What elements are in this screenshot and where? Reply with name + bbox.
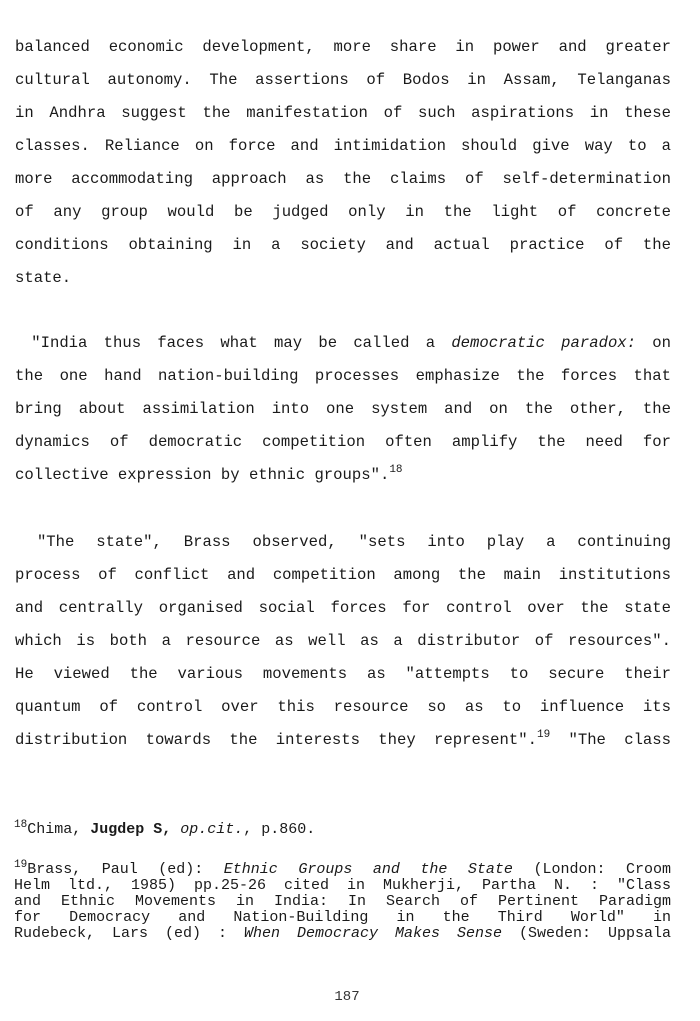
text-segment: "The class: [568, 731, 672, 749]
text-line: He viewed the various movements as "attempts to secure their: [15, 665, 671, 683]
text-line: which is both a resource as well as a distributor of resources".: [15, 632, 671, 650]
text-line: and centrally organised social forces for control over the state: [15, 599, 671, 617]
footnote-line: for Democracy and Nation-Building in the Third World" in: [14, 909, 671, 926]
paragraph-1: [15, 31, 671, 295]
text-line: quantum of control over this resource so as to influence its: [15, 698, 671, 716]
footnote-text: (London: Croom: [533, 861, 671, 878]
paragraph-3: [15, 526, 671, 757]
footnote-italic: When Democracy Makes Sense: [243, 925, 502, 942]
paragraph-2: [15, 327, 671, 492]
text-line: bring about assimilation into one system and on the other, the: [15, 400, 671, 418]
footnote-line: Helm ltd., 1985) pp.25-26 cited in Mukherji, Partha N. : "Class: [14, 877, 671, 894]
footnote-line: [14, 926, 671, 942]
text-line: conditions obtaining in a society and actual practice of the: [15, 236, 671, 254]
footnote-18: [14, 820, 671, 840]
footnote-text: (Sweden: Uppsala: [518, 925, 671, 942]
text-line: classes. Reliance on force and intimidation should give way to a: [15, 137, 671, 155]
text-line: [15, 327, 671, 360]
footnote-ref-18[interactable]: 18: [389, 464, 403, 476]
text-line: of any group would be judged only in the light of concrete: [15, 203, 671, 221]
emphasis-text: democratic paradox:: [451, 334, 637, 352]
footnote-text: Brass, Paul (ed):: [27, 861, 204, 878]
footnote-line: and Ethnic Movements in India: In Search of Pertinent Paradigm: [14, 893, 671, 910]
footnote-author: Chima,: [27, 821, 82, 838]
text-line: dynamics of democratic competition often amplify the need for: [15, 433, 671, 451]
text-line: cultural autonomy. The assertions of Bodos in Assam, Telanganas: [15, 71, 671, 89]
text-line: balanced economic development, more share in power and greater: [15, 38, 671, 56]
footnote-line: [14, 820, 671, 840]
footnote-author-bold: Jugdep S,: [90, 821, 172, 838]
footnote-text: , p.860.: [243, 821, 316, 838]
footnote-19: [14, 859, 671, 942]
footnote-number: 19: [14, 859, 28, 871]
footnote-text: Rudebeck, Lars (ed) :: [14, 925, 227, 942]
text-segment: "India thus faces what may be called a: [15, 334, 436, 352]
text-segment: on: [652, 334, 671, 352]
text-segment: distribution towards the interests they represent".: [15, 731, 537, 749]
footnote-italic: op.cit.: [180, 821, 244, 838]
text-line: the one hand nation-building processes emphasize the forces that: [15, 367, 671, 385]
text-line: [15, 459, 671, 492]
text-line: state.: [15, 269, 72, 287]
text-line: "The state", Brass observed, "sets into play a continuing: [15, 533, 671, 551]
page-number: 187: [334, 989, 360, 1005]
text-line: process of conflict and competition among the main institutions: [15, 566, 671, 584]
footnote-number: 18: [14, 819, 28, 831]
text-line: [15, 724, 671, 757]
text-line: in Andhra suggest the manifestation of such aspirations in these: [15, 104, 671, 122]
footnote-ref-19[interactable]: 19: [536, 729, 551, 741]
footnote-italic: Ethnic Groups and the State: [223, 861, 513, 878]
text-line: more accommodating approach as the claims of self-determination: [15, 170, 671, 188]
footnote-line: [14, 859, 671, 878]
text-segment: collective expression by ethnic groups".: [15, 466, 390, 484]
